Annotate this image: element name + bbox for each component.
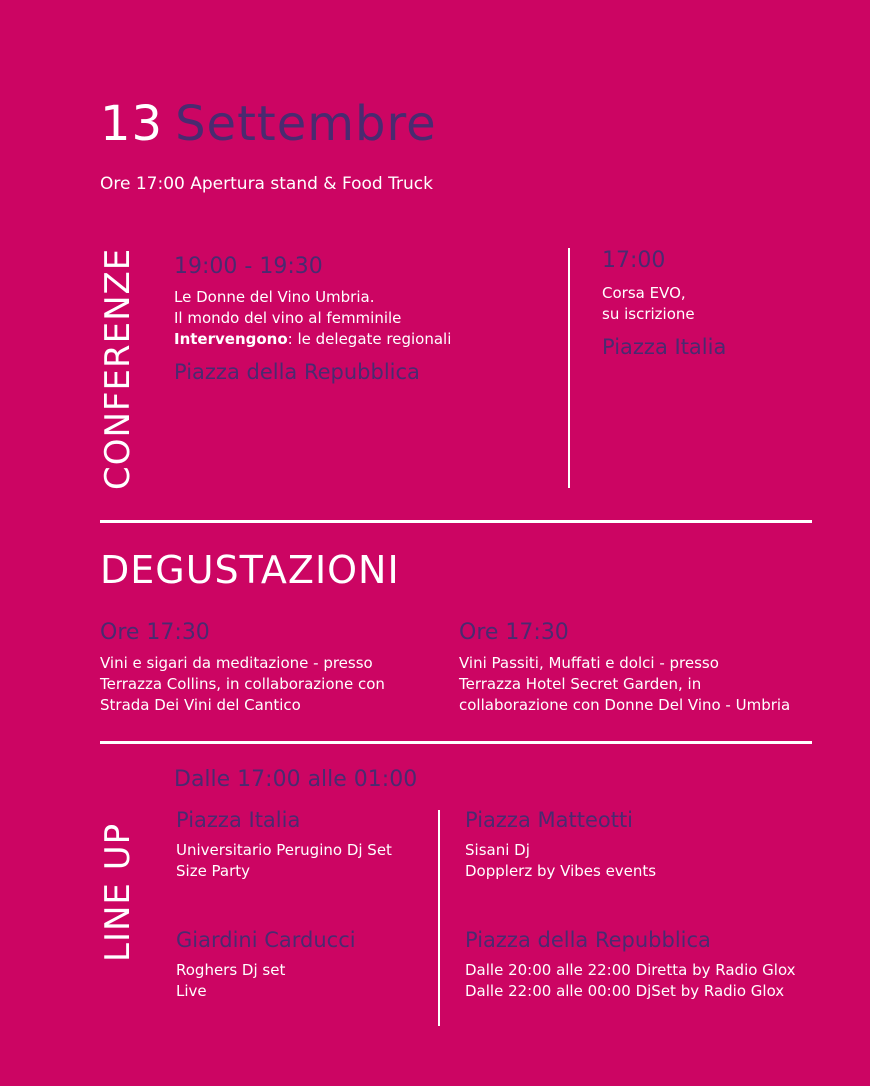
- lineup-venue-line1: Universitario Perugino Dj Set: [176, 841, 392, 859]
- conferenze-right-line2: su iscrizione: [602, 305, 695, 323]
- degustazioni-left-line1: Vini e sigari da meditazione - presso: [100, 654, 373, 672]
- title-day: 13: [100, 96, 164, 152]
- lineup-time: Dalle 17:00 alle 01:00: [174, 767, 418, 792]
- conferenze-left-place: Piazza della Repubblica: [174, 360, 420, 384]
- degustazioni-right-block: [459, 620, 790, 716]
- lineup-venue-place: Piazza Matteotti: [465, 808, 634, 832]
- conferenze-right-block: [602, 248, 726, 359]
- section-divider-2: [100, 741, 812, 744]
- conferenze-left-speakers: [174, 329, 451, 350]
- degustazioni-left-line2: Terrazza Collins, in collaborazione con: [100, 675, 385, 693]
- degustazioni-right-time: Ore 17:30: [459, 620, 569, 645]
- conferenze-right-line1: Corsa EVO,: [602, 284, 686, 302]
- conferenze-divider: [568, 248, 570, 488]
- conferenze-left-time: 19:00 - 19:30: [174, 254, 323, 279]
- page-title: [100, 96, 437, 152]
- conferenze-right-time: 17:00: [602, 248, 666, 273]
- degustazioni-right-line3: collaborazione con Donne Del Vino - Umbria: [459, 696, 791, 714]
- degustazioni-left-block: [100, 620, 385, 716]
- degustazioni-right-line1: Vini Passiti, Muffati e dolci - presso: [459, 654, 719, 672]
- degustazioni-left-time: Ore 17:30: [100, 620, 210, 645]
- lineup-venue-place: Piazza Italia: [176, 808, 301, 832]
- section-divider-1: [100, 520, 812, 523]
- lineup-venue-place: Giardini Carducci: [176, 928, 356, 952]
- lineup-venue-3: [176, 928, 356, 1002]
- lineup-venue-line2: Live: [176, 982, 207, 1000]
- lineup-venue-2: [465, 808, 656, 882]
- speakers-label: Intervengono: [174, 330, 288, 348]
- section-label-degustazioni: DEGUSTAZIONI: [100, 548, 400, 592]
- degustazioni-left-line3: Strada Dei Vini del Cantico: [100, 696, 301, 714]
- lineup-venue-line1: Dalle 20:00 alle 22:00 Diretta by Radio Glox: [465, 961, 796, 979]
- title-month: Settembre: [175, 96, 437, 152]
- lineup-venue-line2: Dopplerz by Vibes events: [465, 862, 657, 880]
- conferenze-left-block: [174, 254, 451, 384]
- speakers-text: : le delegate regionali: [287, 330, 452, 348]
- degustazioni-right-line2: Terrazza Hotel Secret Garden, in: [459, 675, 702, 693]
- section-label-conferenze: CONFERENZE: [98, 247, 138, 490]
- conferenze-left-line1: Le Donne del Vino Umbria.: [174, 288, 375, 306]
- lineup-venue-line2: Size Party: [176, 862, 251, 880]
- lineup-venue-1: [176, 808, 392, 882]
- lineup-venue-place: Piazza della Repubblica: [465, 928, 711, 952]
- conferenze-left-line2: Il mondo del vino al femminile: [174, 309, 402, 327]
- lineup-venue-line1: Sisani Dj: [465, 841, 530, 859]
- section-label-lineup: LINE UP: [98, 822, 138, 962]
- lineup-venue-line2: Dalle 22:00 alle 00:00 DjSet by Radio Glox: [465, 982, 785, 1000]
- lineup-venue-line1: Roghers Dj set: [176, 961, 286, 979]
- opening-text: Ore 17:00 Apertura stand & Food Truck: [100, 174, 433, 194]
- lineup-divider: [438, 810, 440, 1026]
- lineup-venue-4: [465, 928, 796, 1002]
- conferenze-right-place: Piazza Italia: [602, 335, 727, 359]
